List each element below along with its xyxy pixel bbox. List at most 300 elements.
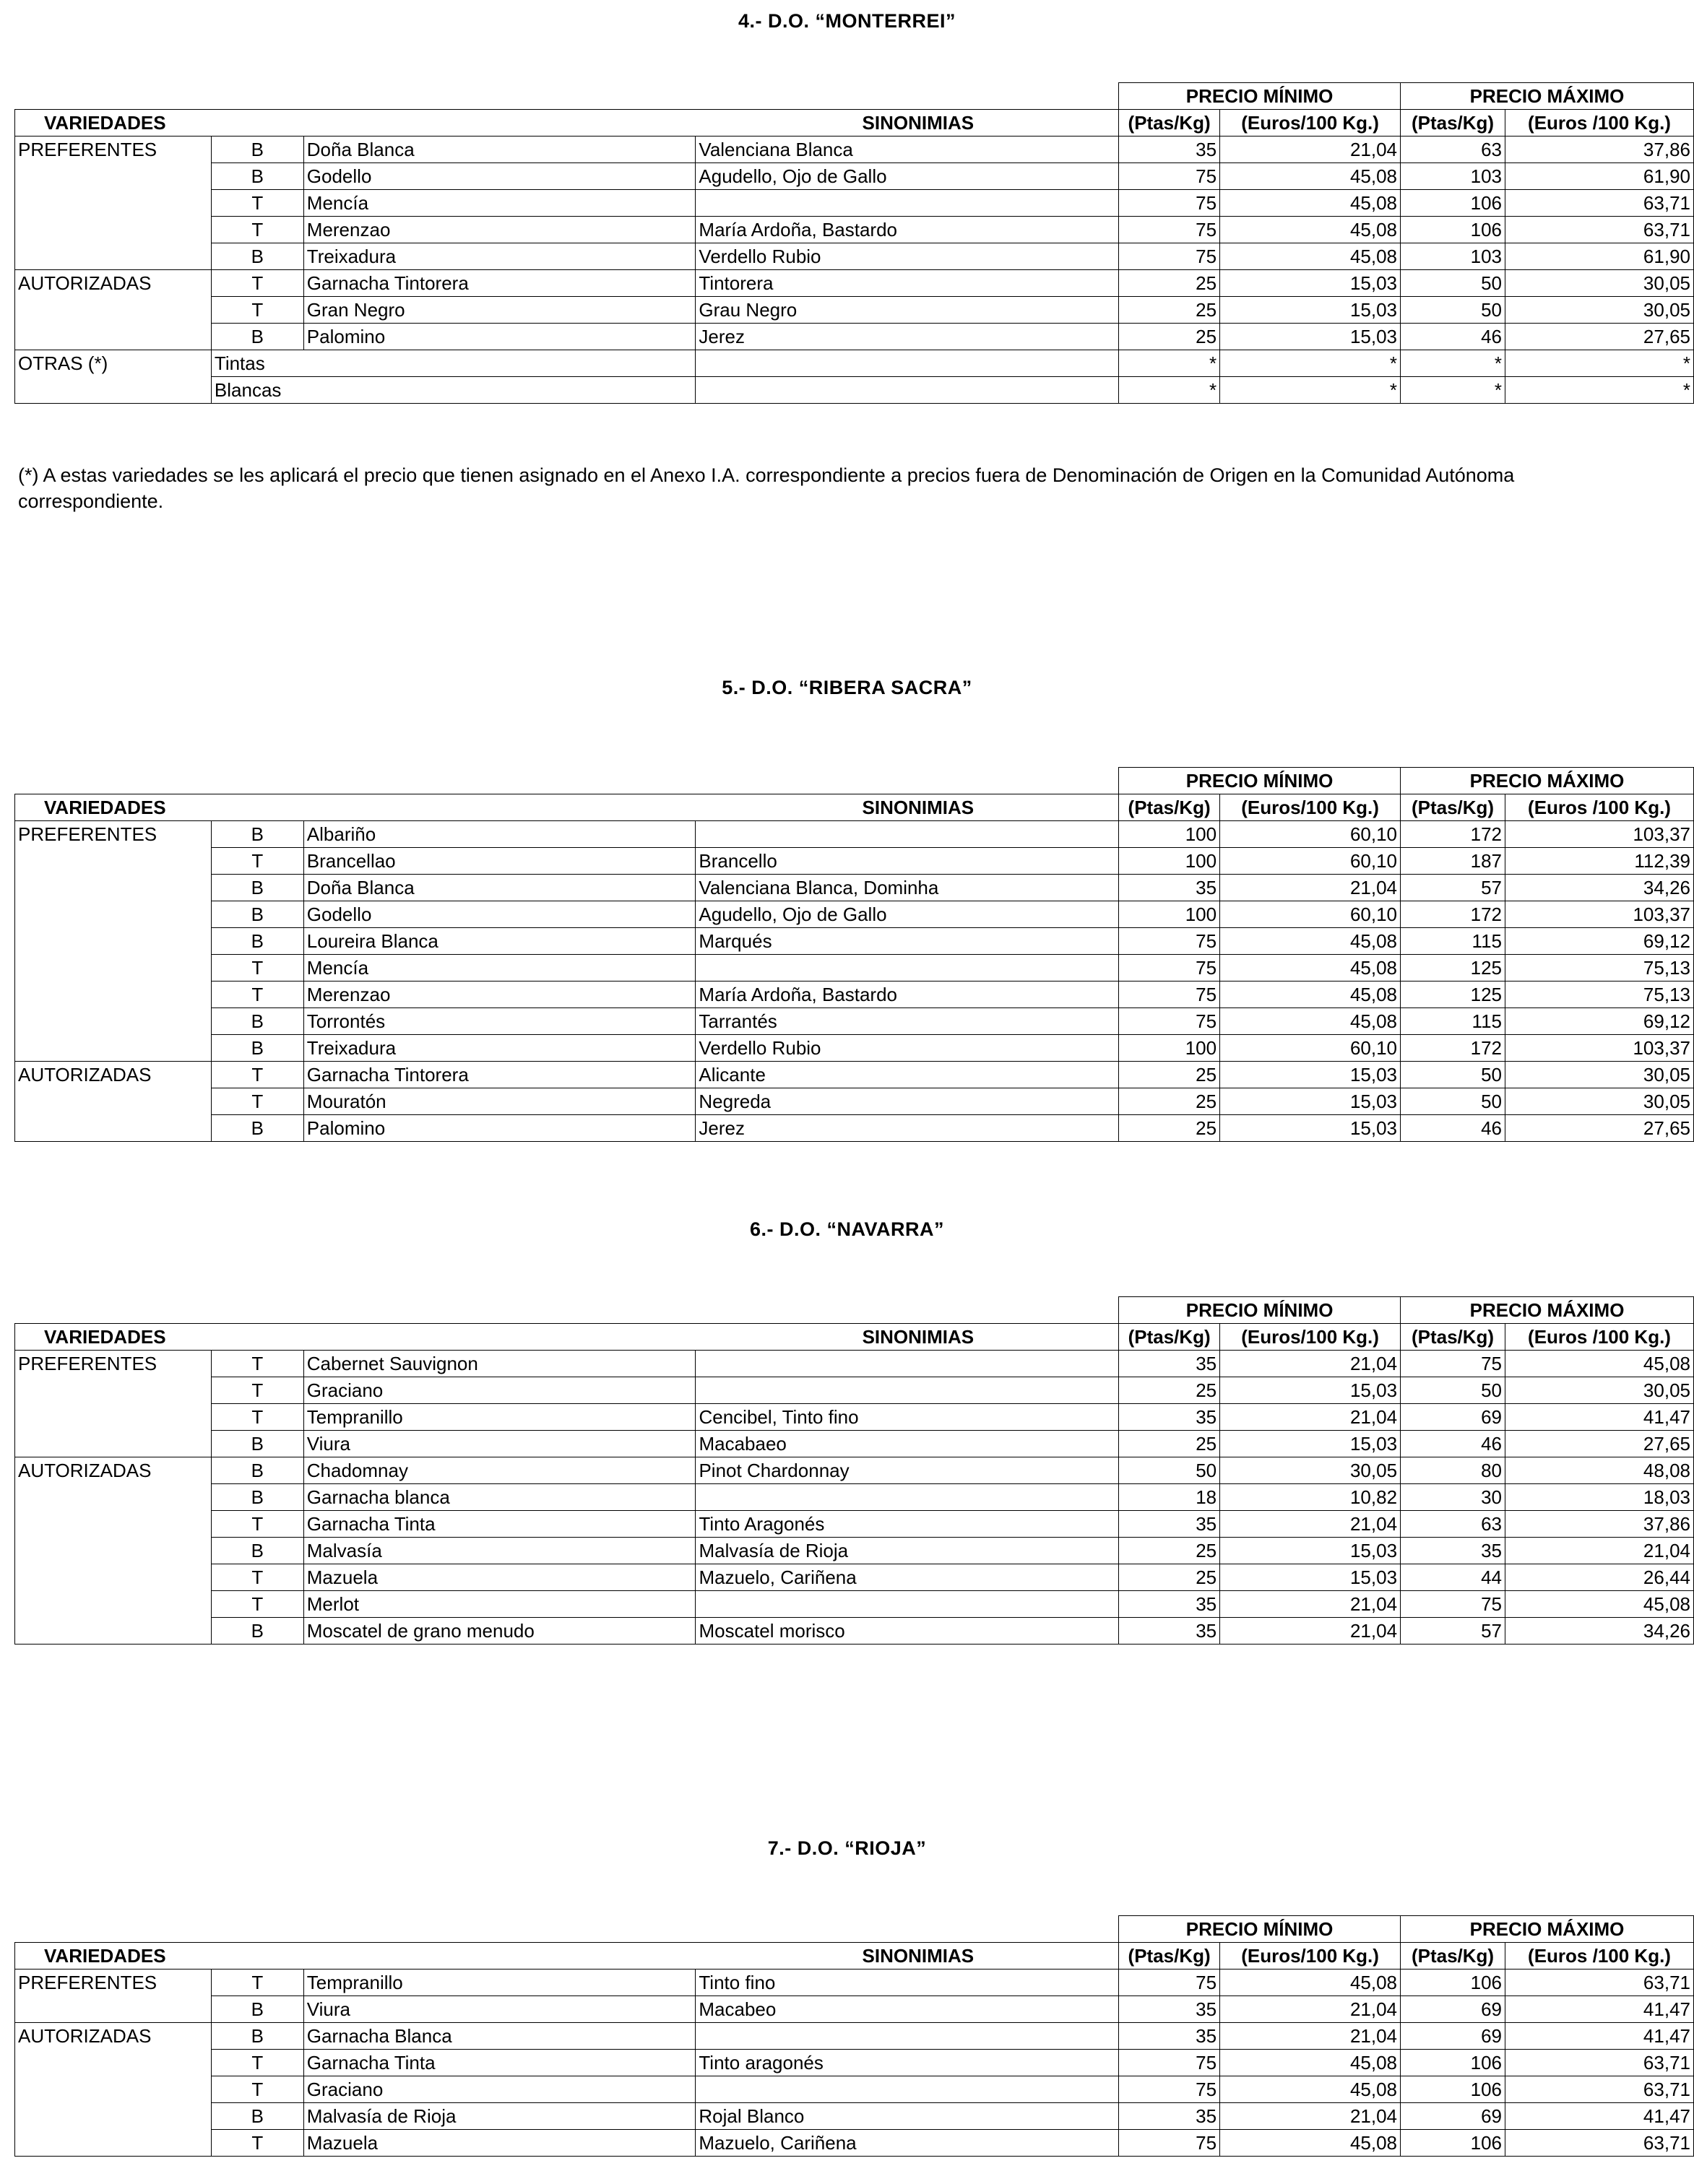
ptas-min-cell: 25 bbox=[1119, 1062, 1220, 1088]
table-row bbox=[15, 163, 1694, 190]
variedades-header: VARIEDADES bbox=[15, 110, 696, 136]
variety-cell: Garnacha blanca bbox=[303, 1484, 696, 1511]
euros-min-cell: 21,04 bbox=[1220, 136, 1401, 163]
variety-cell: Garnacha Tinta bbox=[303, 1511, 696, 1538]
table-row bbox=[15, 901, 1694, 928]
precio-minimo-header: PRECIO MÍNIMO bbox=[1119, 83, 1401, 110]
group-cell bbox=[15, 1484, 212, 1511]
table-row bbox=[15, 1564, 1694, 1591]
table-row bbox=[15, 848, 1694, 875]
synonym-cell: María Ardoña, Bastardo bbox=[696, 982, 1119, 1008]
table-row bbox=[15, 1404, 1694, 1431]
ptas-max-cell: 46 bbox=[1401, 1431, 1505, 1457]
variedades-header: VARIEDADES bbox=[15, 794, 696, 821]
synonym-cell bbox=[696, 190, 1119, 217]
precio-maximo-header: PRECIO MÁXIMO bbox=[1401, 83, 1694, 110]
euros-min-cell: 21,04 bbox=[1220, 1591, 1401, 1618]
ptas-max-cell: 106 bbox=[1401, 2076, 1505, 2103]
euros-max-cell: 112,39 bbox=[1505, 848, 1694, 875]
euros-min-header: (Euros/100 Kg.) bbox=[1220, 1324, 1401, 1351]
ptas-max-cell: * bbox=[1401, 377, 1505, 404]
ptas-min-cell: 75 bbox=[1119, 928, 1220, 955]
synonym-cell bbox=[696, 955, 1119, 982]
ptas-min-cell: 35 bbox=[1119, 136, 1220, 163]
group-cell bbox=[15, 377, 212, 404]
color-code-cell: B bbox=[211, 1996, 303, 2023]
color-code-cell: T bbox=[211, 1511, 303, 1538]
group-cell bbox=[15, 1591, 212, 1618]
group-cell bbox=[15, 901, 212, 928]
precio-maximo-header: PRECIO MÁXIMO bbox=[1401, 1297, 1694, 1324]
euros-min-cell: 21,04 bbox=[1220, 2023, 1401, 2050]
ptas-max-cell: 63 bbox=[1401, 136, 1505, 163]
ptas-min-cell: * bbox=[1119, 350, 1220, 377]
ptas-min-cell: 25 bbox=[1119, 1564, 1220, 1591]
table-row bbox=[15, 821, 1694, 848]
euros-max-header: (Euros /100 Kg.) bbox=[1505, 1943, 1694, 1970]
ptas-min-header: (Ptas/Kg) bbox=[1119, 794, 1220, 821]
variety-cell: Palomino bbox=[303, 1115, 696, 1142]
table-row bbox=[15, 324, 1694, 350]
synonym-cell: Pinot Chardonnay bbox=[696, 1457, 1119, 1484]
ptas-min-cell: 35 bbox=[1119, 2023, 1220, 2050]
variety-cell: Mazuela bbox=[303, 2130, 696, 2157]
ptas-max-cell: 57 bbox=[1401, 1618, 1505, 1644]
euros-max-cell: * bbox=[1505, 377, 1694, 404]
table-row bbox=[15, 1996, 1694, 2023]
ptas-max-cell: 57 bbox=[1401, 875, 1505, 901]
color-code-cell: T bbox=[211, 955, 303, 982]
color-code-cell: B bbox=[211, 821, 303, 848]
ptas-max-cell: 35 bbox=[1401, 1538, 1505, 1564]
group-cell bbox=[15, 955, 212, 982]
group-cell bbox=[15, 928, 212, 955]
ptas-min-cell: 75 bbox=[1119, 243, 1220, 270]
variety-cell: Graciano bbox=[303, 1377, 696, 1404]
variety-cell: Treixadura bbox=[303, 1035, 696, 1062]
euros-max-cell: 63,71 bbox=[1505, 2076, 1694, 2103]
ptas-min-cell: 25 bbox=[1119, 1431, 1220, 1457]
group-cell bbox=[15, 1996, 212, 2023]
group-cell bbox=[15, 2050, 212, 2076]
table-row bbox=[15, 1115, 1694, 1142]
euros-max-cell: 37,86 bbox=[1505, 1511, 1694, 1538]
table-row bbox=[15, 2023, 1694, 2050]
ptas-min-cell: 25 bbox=[1119, 1538, 1220, 1564]
synonym-cell: Brancello bbox=[696, 848, 1119, 875]
euros-max-cell: 63,71 bbox=[1505, 1970, 1694, 1996]
group-cell: AUTORIZADAS bbox=[15, 1457, 212, 1484]
color-code-cell: B bbox=[211, 901, 303, 928]
color-code-cell: B bbox=[211, 163, 303, 190]
synonym-cell: Verdello Rubio bbox=[696, 243, 1119, 270]
euros-max-cell: 26,44 bbox=[1505, 1564, 1694, 1591]
ptas-max-cell: 75 bbox=[1401, 1591, 1505, 1618]
euros-min-cell: 60,10 bbox=[1220, 821, 1401, 848]
ptas-max-cell: 106 bbox=[1401, 2130, 1505, 2157]
ptas-max-header: (Ptas/Kg) bbox=[1401, 794, 1505, 821]
synonym-cell bbox=[696, 2023, 1119, 2050]
euros-max-header: (Euros /100 Kg.) bbox=[1505, 1324, 1694, 1351]
euros-min-cell: 15,03 bbox=[1220, 1062, 1401, 1088]
euros-max-cell: 27,65 bbox=[1505, 1431, 1694, 1457]
variety-cell: Doña Blanca bbox=[303, 875, 696, 901]
ptas-min-cell: 75 bbox=[1119, 955, 1220, 982]
ptas-min-cell: 25 bbox=[1119, 1088, 1220, 1115]
euros-min-cell: 15,03 bbox=[1220, 1564, 1401, 1591]
color-code-cell: B bbox=[211, 2023, 303, 2050]
color-code-cell: T bbox=[211, 190, 303, 217]
synonym-cell: Jerez bbox=[696, 1115, 1119, 1142]
ptas-min-cell: 35 bbox=[1119, 1618, 1220, 1644]
euros-max-cell: 37,86 bbox=[1505, 136, 1694, 163]
table-row bbox=[15, 377, 1694, 404]
euros-min-cell: 15,03 bbox=[1220, 1431, 1401, 1457]
color-code-cell: T bbox=[211, 2050, 303, 2076]
ptas-max-cell: 187 bbox=[1401, 848, 1505, 875]
synonym-cell bbox=[696, 377, 1119, 404]
ptas-min-cell: 50 bbox=[1119, 1457, 1220, 1484]
table-row bbox=[15, 1008, 1694, 1035]
variety-cell: Garnacha Blanca bbox=[303, 2023, 696, 2050]
euros-min-cell: 45,08 bbox=[1220, 1970, 1401, 1996]
price-table-ribera-sacra bbox=[14, 767, 1694, 1142]
table-row bbox=[15, 928, 1694, 955]
ptas-max-cell: 103 bbox=[1401, 163, 1505, 190]
euros-min-cell: 21,04 bbox=[1220, 1404, 1401, 1431]
ptas-min-cell: 75 bbox=[1119, 217, 1220, 243]
group-cell bbox=[15, 1404, 212, 1431]
euros-min-cell: 15,03 bbox=[1220, 270, 1401, 297]
precio-maximo-header: PRECIO MÁXIMO bbox=[1401, 768, 1694, 794]
euros-max-cell: 103,37 bbox=[1505, 821, 1694, 848]
precio-maximo-header: PRECIO MÁXIMO bbox=[1401, 1916, 1694, 1943]
ptas-max-cell: 69 bbox=[1401, 2023, 1505, 2050]
group-cell: PREFERENTES bbox=[15, 1970, 212, 1996]
synonym-cell: Tinto Aragonés bbox=[696, 1511, 1119, 1538]
precio-minimo-header: PRECIO MÍNIMO bbox=[1119, 768, 1401, 794]
color-code-cell: T bbox=[211, 1404, 303, 1431]
ptas-min-cell: 75 bbox=[1119, 163, 1220, 190]
table-row bbox=[15, 1618, 1694, 1644]
group-cell: AUTORIZADAS bbox=[15, 2023, 212, 2050]
ptas-max-cell: 50 bbox=[1401, 1377, 1505, 1404]
group-cell bbox=[15, 1115, 212, 1142]
variety-cell: Tempranillo bbox=[303, 1404, 696, 1431]
color-code-cell: B bbox=[211, 136, 303, 163]
ptas-max-cell: 172 bbox=[1401, 1035, 1505, 1062]
synonym-cell: Tintorera bbox=[696, 270, 1119, 297]
synonym-cell: Negreda bbox=[696, 1088, 1119, 1115]
ptas-min-cell: 25 bbox=[1119, 297, 1220, 324]
ptas-max-cell: 50 bbox=[1401, 270, 1505, 297]
synonym-cell: Mazuelo, Cariñena bbox=[696, 2130, 1119, 2157]
color-code-cell: T bbox=[211, 297, 303, 324]
euros-max-cell: 69,12 bbox=[1505, 1008, 1694, 1035]
synonym-cell bbox=[696, 1591, 1119, 1618]
synonym-cell: Tarrantés bbox=[696, 1008, 1119, 1035]
color-code-cell: B bbox=[211, 1431, 303, 1457]
variety-cell: Merenzao bbox=[303, 982, 696, 1008]
ptas-max-cell: 69 bbox=[1401, 1996, 1505, 2023]
table-row bbox=[15, 1035, 1694, 1062]
table-row bbox=[15, 350, 1694, 377]
euros-min-cell: 45,08 bbox=[1220, 243, 1401, 270]
variety-cell: Tempranillo bbox=[303, 1970, 696, 1996]
table-row bbox=[15, 2103, 1694, 2130]
variety-cell: Albariño bbox=[303, 821, 696, 848]
euros-max-cell: 63,71 bbox=[1505, 2050, 1694, 2076]
variety-cell: Malvasía bbox=[303, 1538, 696, 1564]
ptas-min-cell: 100 bbox=[1119, 901, 1220, 928]
euros-max-cell: 34,26 bbox=[1505, 875, 1694, 901]
euros-max-cell: 30,05 bbox=[1505, 1377, 1694, 1404]
euros-max-cell: 41,47 bbox=[1505, 2103, 1694, 2130]
variety-cell: Cabernet Sauvignon bbox=[303, 1351, 696, 1377]
ptas-max-cell: 106 bbox=[1401, 1970, 1505, 1996]
euros-min-cell: 45,08 bbox=[1220, 217, 1401, 243]
table-row bbox=[15, 955, 1694, 982]
table-row bbox=[15, 1484, 1694, 1511]
color-code-cell: T bbox=[211, 1564, 303, 1591]
group-cell bbox=[15, 1431, 212, 1457]
color-code-cell: T bbox=[211, 217, 303, 243]
variety-cell: Treixadura bbox=[303, 243, 696, 270]
euros-min-cell: 45,08 bbox=[1220, 163, 1401, 190]
variety-cell: Blancas bbox=[211, 377, 696, 404]
precio-minimo-header: PRECIO MÍNIMO bbox=[1119, 1916, 1401, 1943]
variety-cell: Graciano bbox=[303, 2076, 696, 2103]
ptas-min-cell: 75 bbox=[1119, 190, 1220, 217]
section-title: 6.- D.O. “NAVARRA” bbox=[749, 1218, 944, 1240]
variety-cell: Viura bbox=[303, 1996, 696, 2023]
ptas-max-cell: 50 bbox=[1401, 1062, 1505, 1088]
synonym-cell: Rojal Blanco bbox=[696, 2103, 1119, 2130]
euros-min-cell: 21,04 bbox=[1220, 1618, 1401, 1644]
variety-cell: Mouratón bbox=[303, 1088, 696, 1115]
table-row bbox=[15, 1062, 1694, 1088]
table-row bbox=[15, 2130, 1694, 2157]
variety-cell: Brancellao bbox=[303, 848, 696, 875]
table-row bbox=[15, 982, 1694, 1008]
variety-cell: Godello bbox=[303, 163, 696, 190]
color-code-cell: B bbox=[211, 875, 303, 901]
price-table-monterrei bbox=[14, 82, 1694, 404]
ptas-min-cell: * bbox=[1119, 377, 1220, 404]
ptas-max-cell: 115 bbox=[1401, 928, 1505, 955]
ptas-min-cell: 75 bbox=[1119, 2076, 1220, 2103]
color-code-cell: T bbox=[211, 1970, 303, 1996]
euros-max-cell: 75,13 bbox=[1505, 982, 1694, 1008]
euros-min-cell: 15,03 bbox=[1220, 1377, 1401, 1404]
variedades-header: VARIEDADES bbox=[15, 1324, 696, 1351]
color-code-cell: T bbox=[211, 1377, 303, 1404]
variety-cell: Malvasía de Rioja bbox=[303, 2103, 696, 2130]
euros-max-cell: 63,71 bbox=[1505, 217, 1694, 243]
euros-min-cell: 21,04 bbox=[1220, 1351, 1401, 1377]
group-cell bbox=[15, 297, 212, 324]
variety-cell: Loureira Blanca bbox=[303, 928, 696, 955]
euros-max-cell: 48,08 bbox=[1505, 1457, 1694, 1484]
euros-min-cell: 15,03 bbox=[1220, 1538, 1401, 1564]
euros-min-cell: 45,08 bbox=[1220, 2130, 1401, 2157]
euros-max-cell: 45,08 bbox=[1505, 1351, 1694, 1377]
ptas-min-header: (Ptas/Kg) bbox=[1119, 1943, 1220, 1970]
synonym-cell: María Ardoña, Bastardo bbox=[696, 217, 1119, 243]
synonym-cell: Malvasía de Rioja bbox=[696, 1538, 1119, 1564]
group-cell bbox=[15, 163, 212, 190]
group-cell bbox=[15, 1618, 212, 1644]
euros-min-cell: 15,03 bbox=[1220, 324, 1401, 350]
variety-cell: Mencía bbox=[303, 955, 696, 982]
euros-min-header: (Euros/100 Kg.) bbox=[1220, 110, 1401, 136]
variety-cell: Garnacha Tintorera bbox=[303, 1062, 696, 1088]
synonym-cell: Cencibel, Tinto fino bbox=[696, 1404, 1119, 1431]
ptas-min-cell: 35 bbox=[1119, 875, 1220, 901]
euros-max-cell: 27,65 bbox=[1505, 324, 1694, 350]
ptas-min-cell: 100 bbox=[1119, 848, 1220, 875]
ptas-min-cell: 35 bbox=[1119, 1404, 1220, 1431]
synonym-cell: Agudello, Ojo de Gallo bbox=[696, 901, 1119, 928]
table-row bbox=[15, 875, 1694, 901]
euros-min-cell: * bbox=[1220, 350, 1401, 377]
euros-min-cell: 21,04 bbox=[1220, 875, 1401, 901]
synonym-cell bbox=[696, 1484, 1119, 1511]
variety-cell: Merlot bbox=[303, 1591, 696, 1618]
ptas-max-cell: 46 bbox=[1401, 1115, 1505, 1142]
synonym-cell: Mazuelo, Cariñena bbox=[696, 1564, 1119, 1591]
group-cell bbox=[15, 2103, 212, 2130]
table-row bbox=[15, 1457, 1694, 1484]
euros-min-cell: 45,08 bbox=[1220, 190, 1401, 217]
synonym-cell: Macabaeo bbox=[696, 1431, 1119, 1457]
euros-min-cell: 21,04 bbox=[1220, 1996, 1401, 2023]
ptas-min-cell: 75 bbox=[1119, 1970, 1220, 1996]
group-cell: OTRAS (*) bbox=[15, 350, 212, 377]
section-title: 7.- D.O. “RIOJA” bbox=[767, 1837, 927, 1859]
table-row bbox=[15, 1377, 1694, 1404]
group-cell bbox=[15, 1564, 212, 1591]
ptas-max-cell: 50 bbox=[1401, 297, 1505, 324]
group-cell bbox=[15, 324, 212, 350]
euros-max-cell: 103,37 bbox=[1505, 1035, 1694, 1062]
ptas-max-cell: 125 bbox=[1401, 955, 1505, 982]
ptas-min-cell: 35 bbox=[1119, 1996, 1220, 2023]
euros-max-cell: 30,05 bbox=[1505, 297, 1694, 324]
ptas-min-header: (Ptas/Kg) bbox=[1119, 1324, 1220, 1351]
euros-min-cell: 45,08 bbox=[1220, 1008, 1401, 1035]
variety-cell: Garnacha Tinta bbox=[303, 2050, 696, 2076]
color-code-cell: T bbox=[211, 1088, 303, 1115]
color-code-cell: B bbox=[211, 928, 303, 955]
euros-max-cell: * bbox=[1505, 350, 1694, 377]
footnote: (*) A estas variedades se les aplicará el precio que tienen asignado en el Anexo I.A. correspondiente a precios fuera de Denominación de Origen en la Comunidad Autónoma correspondiente. bbox=[18, 464, 1515, 512]
price-table-navarra bbox=[14, 1296, 1694, 1644]
color-code-cell: B bbox=[211, 324, 303, 350]
euros-max-cell: 34,26 bbox=[1505, 1618, 1694, 1644]
group-cell: PREFERENTES bbox=[15, 136, 212, 163]
color-code-cell: B bbox=[211, 1035, 303, 1062]
ptas-min-cell: 35 bbox=[1119, 1351, 1220, 1377]
table-row bbox=[15, 1970, 1694, 1996]
table-row bbox=[15, 1088, 1694, 1115]
synonym-cell bbox=[696, 2076, 1119, 2103]
euros-min-header: (Euros/100 Kg.) bbox=[1220, 1943, 1401, 1970]
sinonimias-header: SINONIMIAS bbox=[696, 1943, 1119, 1970]
ptas-max-cell: 103 bbox=[1401, 243, 1505, 270]
ptas-min-cell: 35 bbox=[1119, 2103, 1220, 2130]
ptas-max-cell: 44 bbox=[1401, 1564, 1505, 1591]
group-cell bbox=[15, 190, 212, 217]
color-code-cell: B bbox=[211, 2103, 303, 2130]
variety-cell: Doña Blanca bbox=[303, 136, 696, 163]
euros-max-cell: 69,12 bbox=[1505, 928, 1694, 955]
synonym-cell: Marqués bbox=[696, 928, 1119, 955]
euros-max-cell: 18,03 bbox=[1505, 1484, 1694, 1511]
ptas-max-cell: 63 bbox=[1401, 1511, 1505, 1538]
variety-cell: Torrontés bbox=[303, 1008, 696, 1035]
color-code-cell: T bbox=[211, 848, 303, 875]
group-cell bbox=[15, 1088, 212, 1115]
group-cell bbox=[15, 1377, 212, 1404]
ptas-max-header: (Ptas/Kg) bbox=[1401, 1324, 1505, 1351]
variety-cell: Merenzao bbox=[303, 217, 696, 243]
euros-max-cell: 30,05 bbox=[1505, 1062, 1694, 1088]
ptas-min-cell: 35 bbox=[1119, 1591, 1220, 1618]
section-title: 4.- D.O. “MONTERREI” bbox=[738, 10, 956, 32]
table-row bbox=[15, 297, 1694, 324]
color-code-cell: B bbox=[211, 1008, 303, 1035]
ptas-max-header: (Ptas/Kg) bbox=[1401, 110, 1505, 136]
ptas-min-cell: 75 bbox=[1119, 2050, 1220, 2076]
group-cell bbox=[15, 217, 212, 243]
synonym-cell bbox=[696, 350, 1119, 377]
table-row bbox=[15, 243, 1694, 270]
group-cell bbox=[15, 1008, 212, 1035]
euros-max-cell: 27,65 bbox=[1505, 1115, 1694, 1142]
ptas-min-cell: 25 bbox=[1119, 324, 1220, 350]
group-cell: AUTORIZADAS bbox=[15, 1062, 212, 1088]
color-code-cell: T bbox=[211, 270, 303, 297]
ptas-max-cell: 69 bbox=[1401, 1404, 1505, 1431]
group-cell bbox=[15, 2076, 212, 2103]
ptas-max-cell: 115 bbox=[1401, 1008, 1505, 1035]
ptas-min-cell: 35 bbox=[1119, 1511, 1220, 1538]
synonym-cell bbox=[696, 1351, 1119, 1377]
synonym-cell: Macabeo bbox=[696, 1996, 1119, 2023]
group-cell: AUTORIZADAS bbox=[15, 270, 212, 297]
euros-min-cell: 45,08 bbox=[1220, 982, 1401, 1008]
color-code-cell: T bbox=[211, 1351, 303, 1377]
table-row bbox=[15, 2050, 1694, 2076]
euros-min-cell: 60,10 bbox=[1220, 1035, 1401, 1062]
variety-cell: Garnacha Tintorera bbox=[303, 270, 696, 297]
ptas-max-cell: 75 bbox=[1401, 1351, 1505, 1377]
synonym-cell: Alicante bbox=[696, 1062, 1119, 1088]
ptas-min-cell: 25 bbox=[1119, 270, 1220, 297]
ptas-max-cell: 106 bbox=[1401, 190, 1505, 217]
ptas-min-cell: 25 bbox=[1119, 1115, 1220, 1142]
variety-cell: Godello bbox=[303, 901, 696, 928]
euros-min-cell: 60,10 bbox=[1220, 848, 1401, 875]
ptas-max-cell: 172 bbox=[1401, 821, 1505, 848]
ptas-min-cell: 100 bbox=[1119, 821, 1220, 848]
variety-cell: Viura bbox=[303, 1431, 696, 1457]
synonym-cell bbox=[696, 1377, 1119, 1404]
ptas-max-header: (Ptas/Kg) bbox=[1401, 1943, 1505, 1970]
euros-min-cell: 45,08 bbox=[1220, 928, 1401, 955]
color-code-cell: B bbox=[211, 1618, 303, 1644]
